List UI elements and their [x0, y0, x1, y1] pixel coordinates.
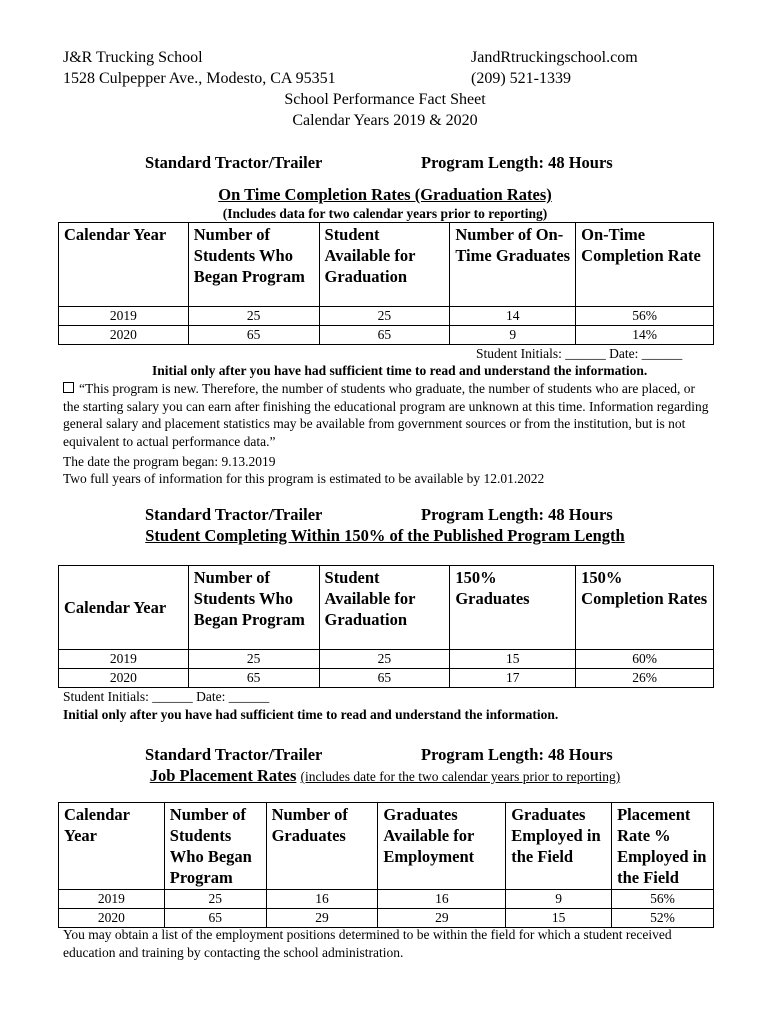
- table-cell: 65: [319, 326, 450, 345]
- s2-initials[interactable]: Student Initials: ______ Date: ______: [63, 689, 270, 704]
- col-header: Number of On-Time Graduates: [450, 223, 576, 307]
- s1-initial-notice: Initial only after you have had sufficient time to read and understand the information.: [152, 363, 648, 378]
- col-header: Number of Graduates: [266, 803, 378, 890]
- new-program-checkbox[interactable]: [63, 382, 74, 393]
- col-header: Student Available for Graduation: [319, 223, 450, 307]
- s2-program: Standard Tractor/Trailer: [145, 505, 323, 524]
- s1-title: On Time Completion Rates (Graduation Rates): [218, 185, 552, 204]
- s3-title-line: [0, 765, 770, 787]
- s3-length: Program Length: 48 Hours: [421, 745, 613, 764]
- date-began: The date the program began: 9.13.2019: [63, 454, 276, 469]
- doc-years: Calendar Years 2019 & 2020: [292, 112, 478, 129]
- website-link[interactable]: JandRtruckingschool.com: [471, 49, 638, 66]
- table-cell: 65: [164, 909, 266, 928]
- col-header: Number of Students Who Began Program: [188, 566, 319, 650]
- col-header: 150% Completion Rates: [576, 566, 714, 650]
- table-cell: 2019: [59, 307, 189, 326]
- table-row: [59, 307, 714, 326]
- col-header: Placement Rate % Employed in the Field: [612, 803, 714, 890]
- table-cell: 65: [188, 669, 319, 688]
- doc-title: School Performance Fact Sheet: [284, 91, 486, 108]
- new-program-text: “This program is new. Therefore, the number of students who graduate, the number of students who are placed, or the starting salary you can earn after finishing the educational program are unknown at this time. Information regarding general salary and placement statistics may be available from government sources or from the institution, but is not equivalent to actual performance data.”: [63, 381, 709, 449]
- table-cell: 60%: [576, 650, 714, 669]
- table-cell: 25: [319, 307, 450, 326]
- table-cell: 2020: [59, 326, 189, 345]
- table-cell: 65: [319, 669, 450, 688]
- completion-rates-table: [58, 222, 714, 345]
- s1-program: Standard Tractor/Trailer: [145, 153, 323, 172]
- new-program-statement: [63, 380, 713, 450]
- table-cell: 14: [450, 307, 576, 326]
- table-cell: 25: [164, 890, 266, 909]
- s1-length: Program Length: 48 Hours: [421, 153, 613, 172]
- estimate-note: Two full years of information for this program is estimated to be available by 12.01.2022: [63, 471, 545, 486]
- table-row: [59, 326, 714, 345]
- s1-initials[interactable]: Student Initials: ______ Date: ______: [476, 346, 683, 361]
- table-cell: 15: [506, 909, 612, 928]
- table-header-row: [59, 803, 714, 890]
- table-cell: 65: [188, 326, 319, 345]
- table-cell: 29: [378, 909, 506, 928]
- table-cell: 56%: [612, 890, 714, 909]
- col-header: Number of Students Who Began Program: [164, 803, 266, 890]
- table-cell: 2019: [59, 650, 189, 669]
- col-header: Graduates Available for Employment: [378, 803, 506, 890]
- s3-footnote: You may obtain a list of the employment positions determined to be within the field for which a student received education and training by contacting the school administration.: [63, 927, 672, 960]
- table-cell: 15: [450, 650, 576, 669]
- col-header: Graduates Employed in the Field: [506, 803, 612, 890]
- col-header: Calendar Year: [59, 566, 189, 650]
- table-cell: 2020: [59, 909, 165, 928]
- completion-150-table: [58, 565, 714, 688]
- col-header: On-Time Completion Rate: [576, 223, 714, 307]
- table-cell: 26%: [576, 669, 714, 688]
- table-cell: 56%: [576, 307, 714, 326]
- school-phone: (209) 521-1339: [471, 70, 571, 87]
- table-row: [59, 650, 714, 669]
- s3-title-note: (includes date for the two calendar years prior to reporting): [300, 769, 621, 784]
- table-cell: 2020: [59, 669, 189, 688]
- table-cell: 14%: [576, 326, 714, 345]
- table-cell: 9: [506, 890, 612, 909]
- header-row-1: [63, 47, 703, 68]
- table-cell: 29: [266, 909, 378, 928]
- table-row: [59, 890, 714, 909]
- table-cell: 17: [450, 669, 576, 688]
- school-name: J&R Trucking School: [63, 49, 203, 66]
- table-row: [59, 909, 714, 928]
- s1-subtitle: (Includes data for two calendar years prior to reporting): [222, 206, 548, 221]
- s2-initial-notice: Initial only after you have had sufficient time to read and understand the information.: [63, 707, 559, 722]
- col-header: Calendar Year: [59, 803, 165, 890]
- col-header: Student Available for Graduation: [319, 566, 450, 650]
- s2-length: Program Length: 48 Hours: [421, 505, 613, 524]
- s3-title: Job Placement Rates: [149, 766, 297, 785]
- table-cell: 25: [319, 650, 450, 669]
- table-cell: 16: [266, 890, 378, 909]
- school-address: 1528 Culpepper Ave., Modesto, CA 95351: [63, 70, 336, 87]
- table-cell: 16: [378, 890, 506, 909]
- job-placement-table: [58, 802, 714, 928]
- table-cell: 2019: [59, 890, 165, 909]
- table-cell: 52%: [612, 909, 714, 928]
- table-header-row: [59, 223, 714, 307]
- s2-title: Student Completing Within 150% of the Published Program Length: [145, 526, 625, 545]
- col-header: 150% Graduates: [450, 566, 576, 650]
- table-row: [59, 669, 714, 688]
- table-header-row: [59, 566, 714, 650]
- col-header: Number of Students Who Began Program: [188, 223, 319, 307]
- table-cell: 9: [450, 326, 576, 345]
- table-cell: 25: [188, 650, 319, 669]
- s3-program: Standard Tractor/Trailer: [145, 745, 323, 764]
- header-row-2: [63, 68, 703, 89]
- table-cell: 25: [188, 307, 319, 326]
- col-header: Calendar Year: [59, 223, 189, 307]
